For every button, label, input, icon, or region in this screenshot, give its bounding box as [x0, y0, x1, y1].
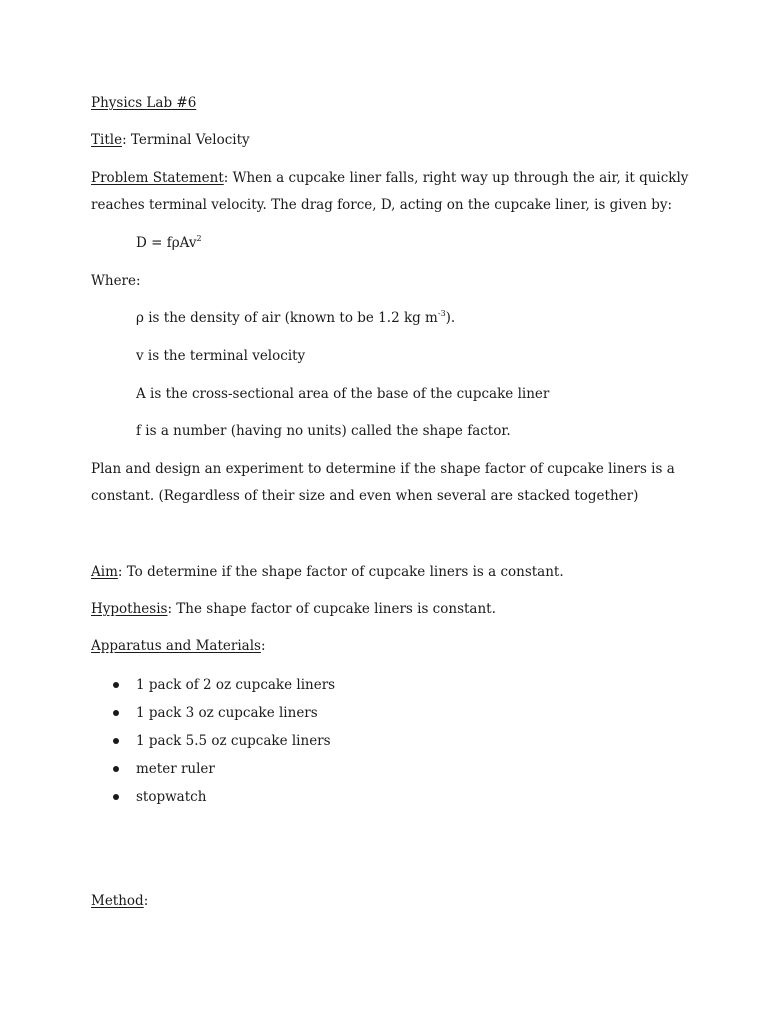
aim-text: To determine if the shape factor of cupcake liners is a constant.	[126, 564, 564, 580]
bullet-icon	[113, 710, 119, 716]
title-value: Terminal Velocity	[130, 132, 250, 148]
problem-statement-label: Problem Statement	[91, 170, 224, 186]
problem-statement-text-1: When a cupcake liner falls, right way up through the air, it quickly	[232, 170, 689, 186]
list-item: meter ruler	[136, 761, 215, 777]
definition-a: A is the cross-sectional area of the base of the cupcake liner	[136, 386, 550, 402]
where-label: Where:	[91, 273, 141, 289]
problem-statement-line-2: reaches terminal velocity. The drag force, D, acting on the cupcake liner, is given by:	[91, 197, 673, 213]
hypothesis-line	[91, 600, 496, 618]
apparatus-heading	[91, 637, 266, 655]
definition-rho	[136, 309, 455, 327]
drag-equation	[136, 234, 202, 252]
problem-statement-line-1	[91, 169, 688, 187]
apparatus-label: Apparatus and Materials	[91, 638, 261, 654]
drag-equation-exponent: 2	[196, 234, 202, 243]
lab-heading: Physics Lab #6	[91, 95, 197, 111]
title-label: Title	[91, 132, 123, 148]
method-label: Method	[91, 893, 144, 909]
list-item: 1 pack of 2 oz cupcake liners	[136, 677, 336, 693]
bullet-icon	[113, 682, 119, 688]
aim-line	[91, 563, 564, 581]
title-separator: :	[122, 132, 131, 148]
definition-rho-exponent: -3	[437, 309, 446, 318]
method-separator: :	[143, 893, 149, 909]
aim-separator: :	[117, 564, 127, 580]
hypothesis-separator: :	[167, 601, 177, 617]
bullet-icon	[113, 794, 119, 800]
apparatus-separator: :	[260, 638, 266, 654]
drag-equation-base: D = fρAv	[136, 235, 197, 251]
problem-statement-separator: :	[223, 170, 233, 186]
hypothesis-text: The shape factor of cupcake liners is constant.	[176, 601, 496, 617]
definition-f: f is a number (having no units) called the shape factor.	[136, 423, 511, 439]
list-item: stopwatch	[136, 789, 207, 805]
definition-v: v is the terminal velocity	[136, 348, 306, 364]
method-heading	[91, 892, 148, 910]
hypothesis-label: Hypothesis	[91, 601, 168, 617]
plan-line-2: constant. (Regardless of their size and even when several are stacked together)	[91, 488, 639, 504]
bullet-icon	[113, 766, 119, 772]
aim-label: Aim	[91, 564, 118, 580]
list-item: 1 pack 3 oz cupcake liners	[136, 705, 318, 721]
definition-rho-end: ).	[445, 310, 456, 326]
list-item: 1 pack 5.5 oz cupcake liners	[136, 733, 331, 749]
definition-rho-text: ρ is the density of air (known to be 1.2 kg m	[136, 310, 438, 326]
plan-line-1: Plan and design an experiment to determine if the shape factor of cupcake liners is a	[91, 461, 675, 477]
title-line	[91, 131, 250, 149]
bullet-icon	[113, 738, 119, 744]
